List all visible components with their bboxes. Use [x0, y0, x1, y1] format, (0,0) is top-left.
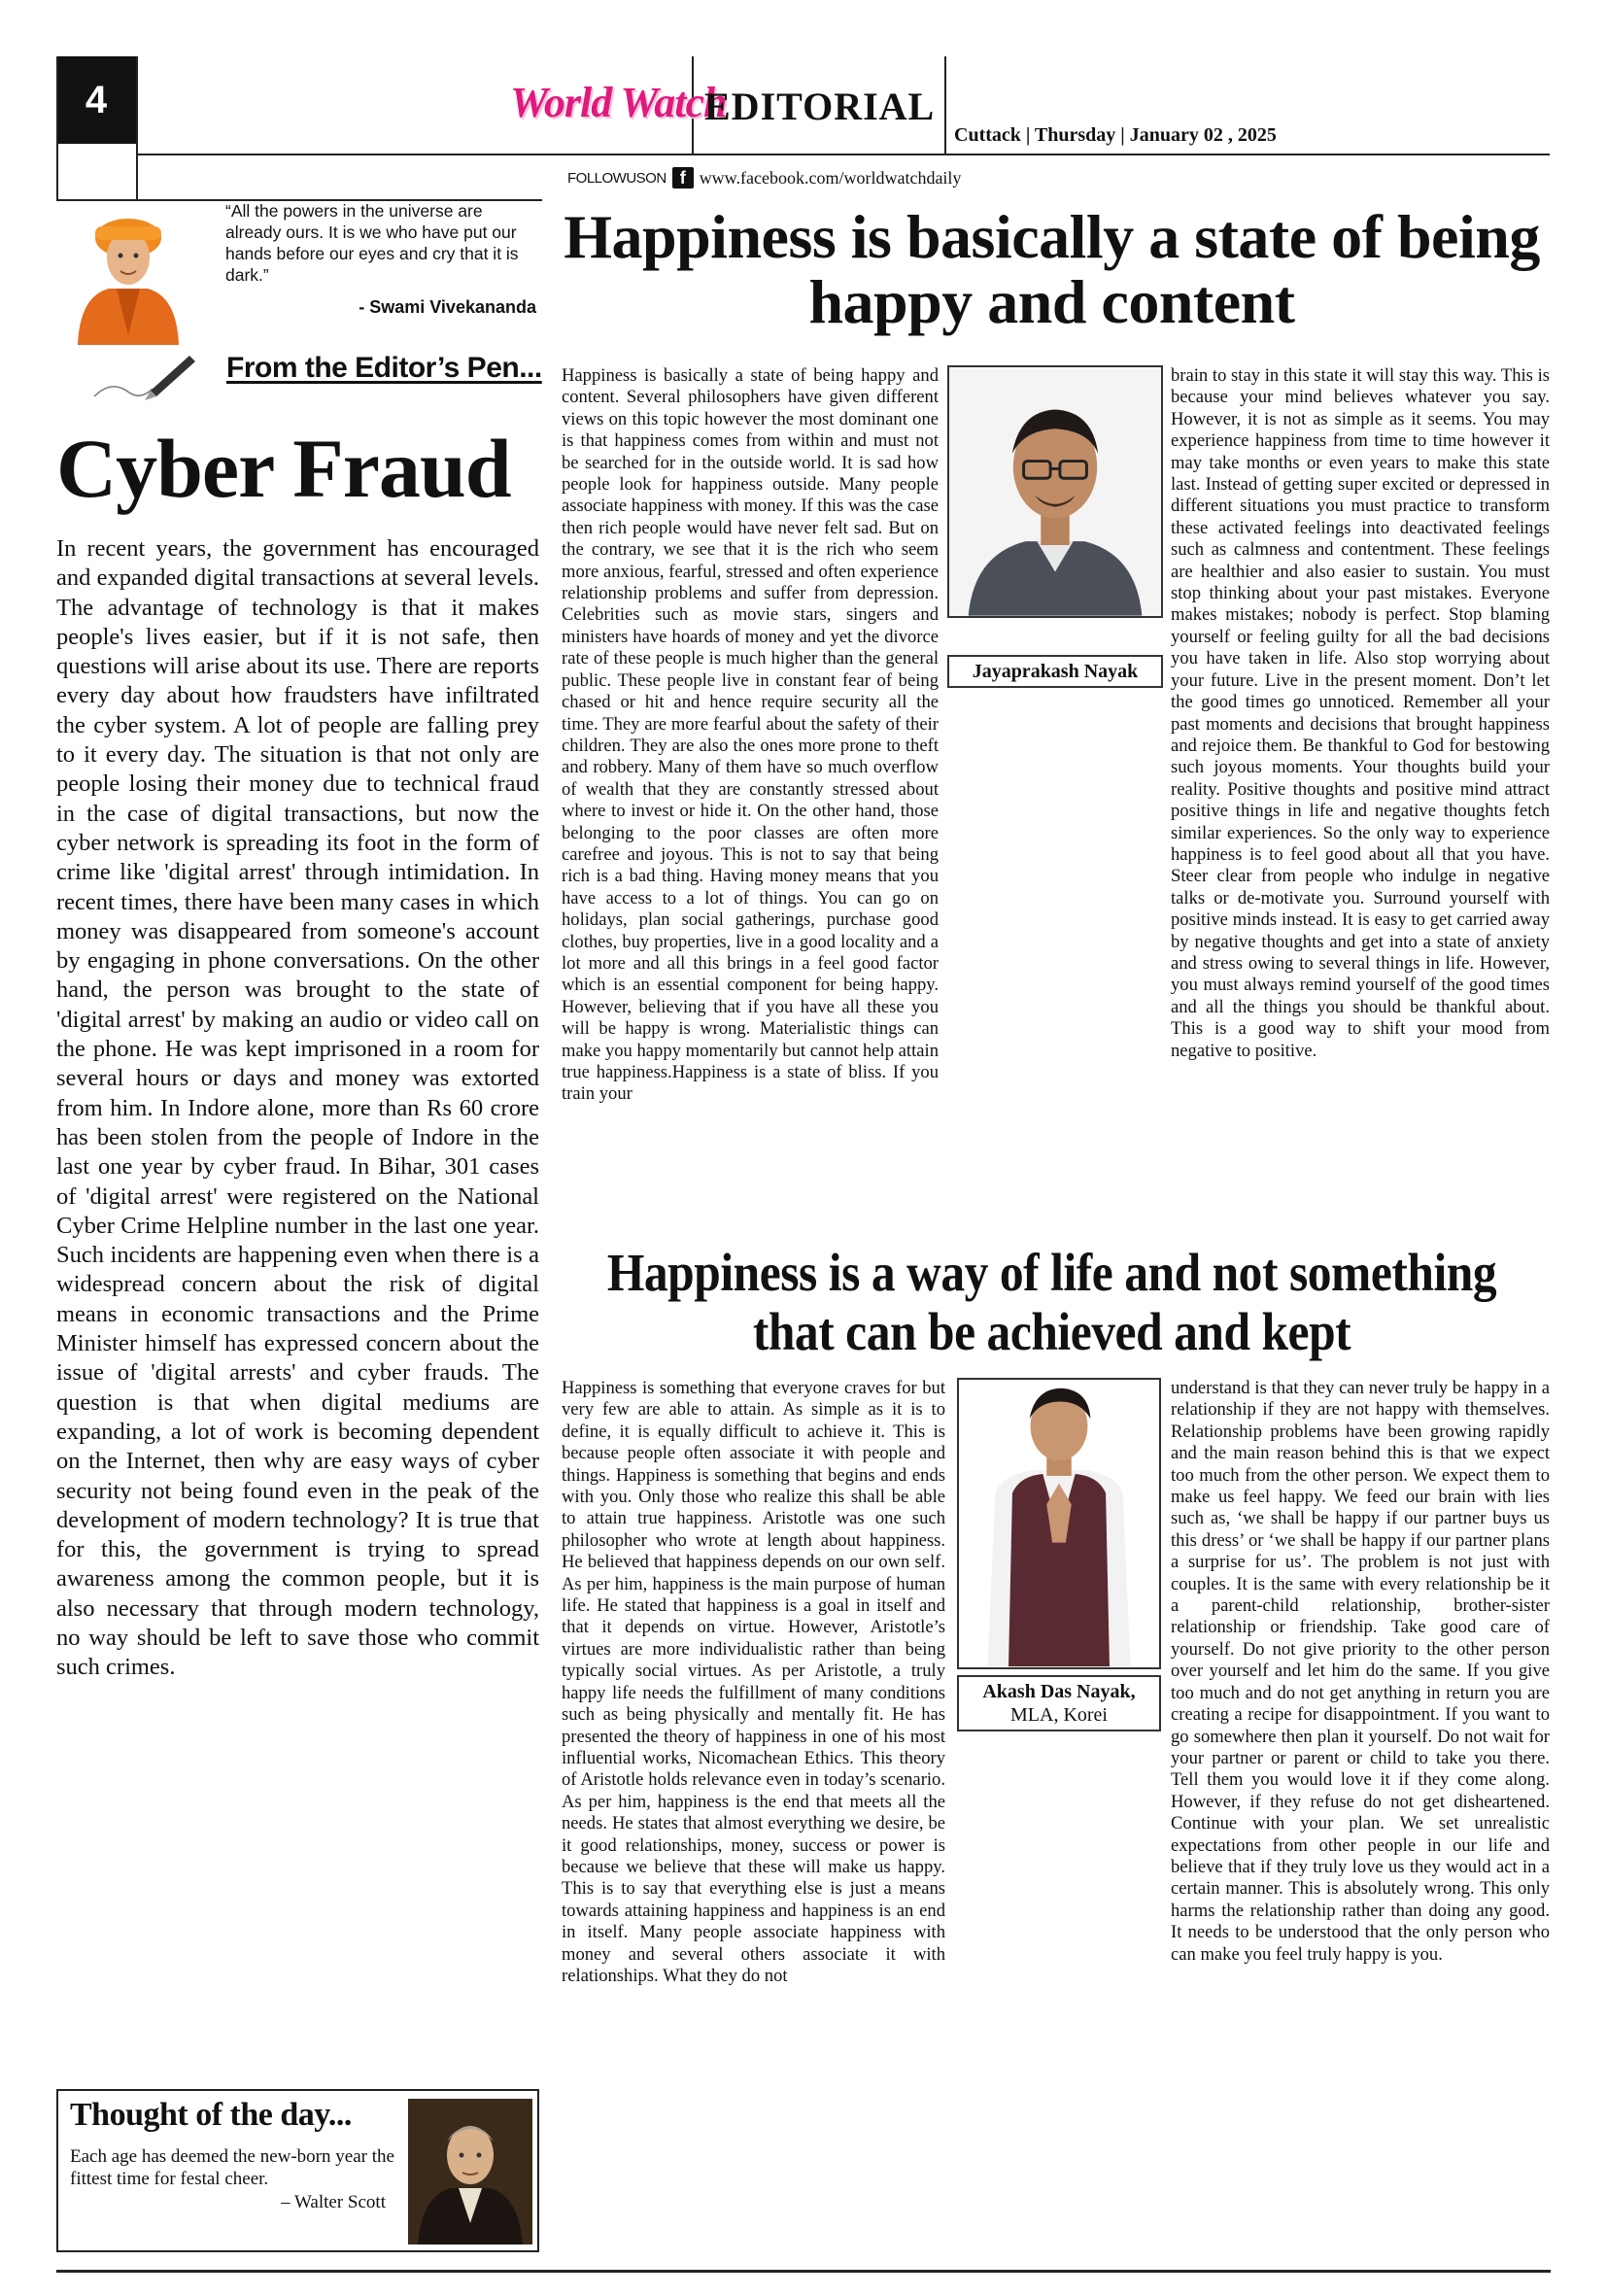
editorial-title: Cyber Fraud — [56, 422, 511, 515]
page-number: 4 — [56, 56, 136, 144]
fountain-pen-icon — [92, 350, 199, 403]
follow-us-bar — [567, 167, 961, 188]
world-watch-logo: World Watch — [510, 79, 727, 126]
article-1-photo — [947, 365, 1163, 618]
article-2-author-name: Akash Das Nayak, — [982, 1681, 1136, 1702]
follow-label: FOLLOWUSON — [567, 169, 667, 187]
article-1-author-caption: Jayaprakash Nayak — [947, 655, 1163, 688]
section-title: EDITORIAL — [704, 85, 936, 128]
thought-title: Thought of the day... — [70, 2097, 352, 2133]
article-2-author-caption — [957, 1675, 1161, 1731]
quote-text: “All the powers in the universe are already ours. It is we who have put our hands before our eyes and cry that it is dark.” — [225, 201, 519, 285]
bottom-rule — [56, 2270, 1551, 2273]
article-2-column-left: Happiness is something that everyone craves for but very few are able to attain. As simple as it is to define, it is equally difficult to achieve it. This is because people often associate it with people and things. Happiness is something that begins and ends with you. Only those who realize this shall be able to attain true happiness. Aristotle was one such philosopher who wrote at length about happiness. He believed that happiness depends on our own self. As per him, happiness is the main purpose of human life. He stated that happiness is a goal in itself and that it depends on virtue. However, Aristotle’s virtues are more individualistic rather than being typically social virtues. As per Aristotle, a truly happy life needs the fulfillment of many conditions such as being physically and mentally fit. He has presented the theory of happiness in one of his most influential works, Nicomachean Ethics. This theory of Aristotle holds relevance even in today’s scenario. As per him, happiness is the end that meets all the needs. He states that almost everything we desire, be it good relationships, money, success or power is because we believe that these will make us happy. This is to say that everything else is just a means towards attaining happiness and happiness is an end in itself. Many people associate happiness with money and several others associate it with relationships. What they do not — [562, 1378, 945, 1986]
article-2-headline: Happiness is a way of life and not something that can be achieved and kept — [606, 1243, 1497, 1361]
facebook-link[interactable]: www.facebook.com/worldwatchdaily — [699, 167, 962, 188]
article-2-column-right: understand is that they can never truly be happy in a relationship if they are not happy with themselves. Relationship problems have been growing rapidly and the main reason behind this is that we expect too much from the other person. We expect them to make us feel happy. We feed our brain with lies such as, ‘we shall be happy if our partner buys us this dress’ or ‘we shall be happy if our partner plans a surprise for us’. The problem is not just with couples. It is the same with every relationship be it a parent-child relationship, brother-sister relationship or friendship. Take good care of yourself. Do not give priority to the other person over yourself and let him do the same. If you give too much and do not get anything in return you are creating a recipe for disappointment. If you want to go somewhere then plan it yourself. Do not wait for your partner or parent or child to take you there. Tell them you would love it if they come along. However, if they refuse do not get disheartened. Continue with your plan. We set unrealistic expectations from other people in our life and believe that if they truly love us they would act in a certain manner. This is absolutely wrong. This only harms the relationship rather than doing any good. It needs to be understood that the only person who can make you feel truly happy is you. — [1171, 1378, 1550, 1965]
article-2-photo — [957, 1378, 1161, 1669]
section-divider-right — [944, 56, 946, 154]
dateline: Cuttack | Thursday | January 02 , 2025 — [954, 124, 1277, 146]
article-1-column-right: brain to stay in this state it will stay this way. This is because your mind believes whatever you say. However, it is not as simple as it seems. You may experience happiness from time to time however it may take months or even years to make this state last. Instead of getting super excited or depressed in different situations you must practice to transform these activated feelings into deactivated feelings such as calmness and contentment. These feelings are healthier and also easier to sustain. You must stop thinking about your past mistakes. Everyone makes mistakes; nobody is perfect. Stop blaming yourself or feeling guilty for all the bad decisions you have taken in life. Also stop worrying about your future. Live in the present moment. Don’t let the good times go unnoticed. Remember all your past moments and decisions that brought happiness and rejoice them. Be thankful to God for bestowing such joyous moments. Your thoughts build your reality. Positive thoughts and positive mind attract positive things in life and negative thoughts fetch similar experiences. So the only way to experience happiness is to feel good about all that you have. Steer clear from people who indulge in negative talks or de-motivate you. Surround yourself with positive minds instead. It is easy to get carried away by negative thoughts and get into a state of anxiety and stress owing to several things in life. However, you must always remind yourself of the good times and all the things you should be thankful about. This is a good way to shift your mood from negative to positive. — [1171, 365, 1550, 1061]
article-1-column-left-top: Happiness is basically a state of being happy and content. Several philosophers have given different views on this topic however the most dominant one is that happiness comes from within and must not be searched for in the outside world. It is sad how people look for happiness outside. Many people associate happiness with money. If this was the case then rich people would have never felt sad. But on the contrary, we see that it is the rich who seem more anxious, fearful, stressed and often experience relationship problems and suffer from depression. Celebrities such as movie stars, singers and ministers have hoards of money and yet the divorce rate of these people is much higher than the general public. These people live in constant fear of being chased or hit and hence require security all the time. They are more fearful about the safety of their children. They are also the ones more prone to theft and robbery. Many of them have so much overflow of wealth that they are constantly stressed about where to invest or hide it. On the other hand, those belonging to the poor classes are often more carefree and joyous. This is not to say that being rich is a bad thing. Having money means that you have access to a lot of things. You can go on holidays, plan social gatherings, purchase good clothes, buy properties, live in a good locality and a lot more and all this brings in a feel good factor which is an essential component for being happy. However, believing that if you have all these you will be happy is wrong. Materialistic things can make you happy momentarily but cannot help attain true happiness.Happiness is a state of bliss. If you train your — [562, 365, 939, 1105]
thought-author: – Walter Scott — [281, 2192, 386, 2212]
editorial-body: In recent years, the government has encouraged and expanded digital transactions at several levels. The advantage of technology is that it makes people's lives easier, but if it is not safe, then questions will arise about its use. There are reports every day about how fraudsters have infiltrated the cyber system. A lot of people are falling prey to it every day. The situation is that not only are people losing their money due to technical fraud in the case of digital transactions, but now the cyber network is spreading its foot in the form of crime like 'digital arrest' through intimidation. In recent times, there have been many cases in which money was disappeared from someone's account by engaging in phone conversations. On the other hand, the person was brought to the state of 'digital arrest' by making an audio or video call on the phone. He was kept imprisoned in a room for several hours or days and money was extorted from him. In Indore alone, more than Rs 60 crore has been stolen from the people of Indore in the last one year by cyber fraud. In Bihar, 301 cases of 'digital arrest' were registered on the National Cyber Crime Helpline number in the last one year. Such incidents are happening even when there is a widespread concern about the risk of digital means in economic transactions and the Prime Minister himself has expressed concern about the issue of 'digital arrests' and cyber frauds. The question is that when digital mediums are expanding, a lot of work is becoming dependent on the Internet, then why are easy ways of cyber security not being found even in the peak of the development of modern technology? It is true that for this, the government is trying to spread awareness among the common people, but it is also necessary that through modern technology, no way should be left to save those who commit such crimes. — [56, 535, 539, 1681]
akash-das-nayak-photo — [959, 1380, 1159, 1667]
masthead-rule — [136, 154, 1550, 155]
jayaprakash-nayak-photo — [949, 367, 1161, 616]
left-margin-rule — [56, 56, 58, 200]
vivekananda-portrait — [70, 199, 187, 345]
page-box-rule — [136, 56, 138, 200]
walter-scott-portrait — [408, 2099, 532, 2245]
thought-text: Each age has deemed the new-born year the fittest time for festal cheer. — [70, 2146, 394, 2189]
editor-pen-label: From the Editor’s Pen... — [226, 352, 542, 384]
quote-author: - Swami Vivekananda — [359, 297, 536, 317]
facebook-icon: f — [672, 167, 694, 188]
article-2-author-role: MLA, Korei — [1010, 1704, 1108, 1726]
article-1-headline: Happiness is basically a state of being happy and content — [564, 202, 1540, 337]
